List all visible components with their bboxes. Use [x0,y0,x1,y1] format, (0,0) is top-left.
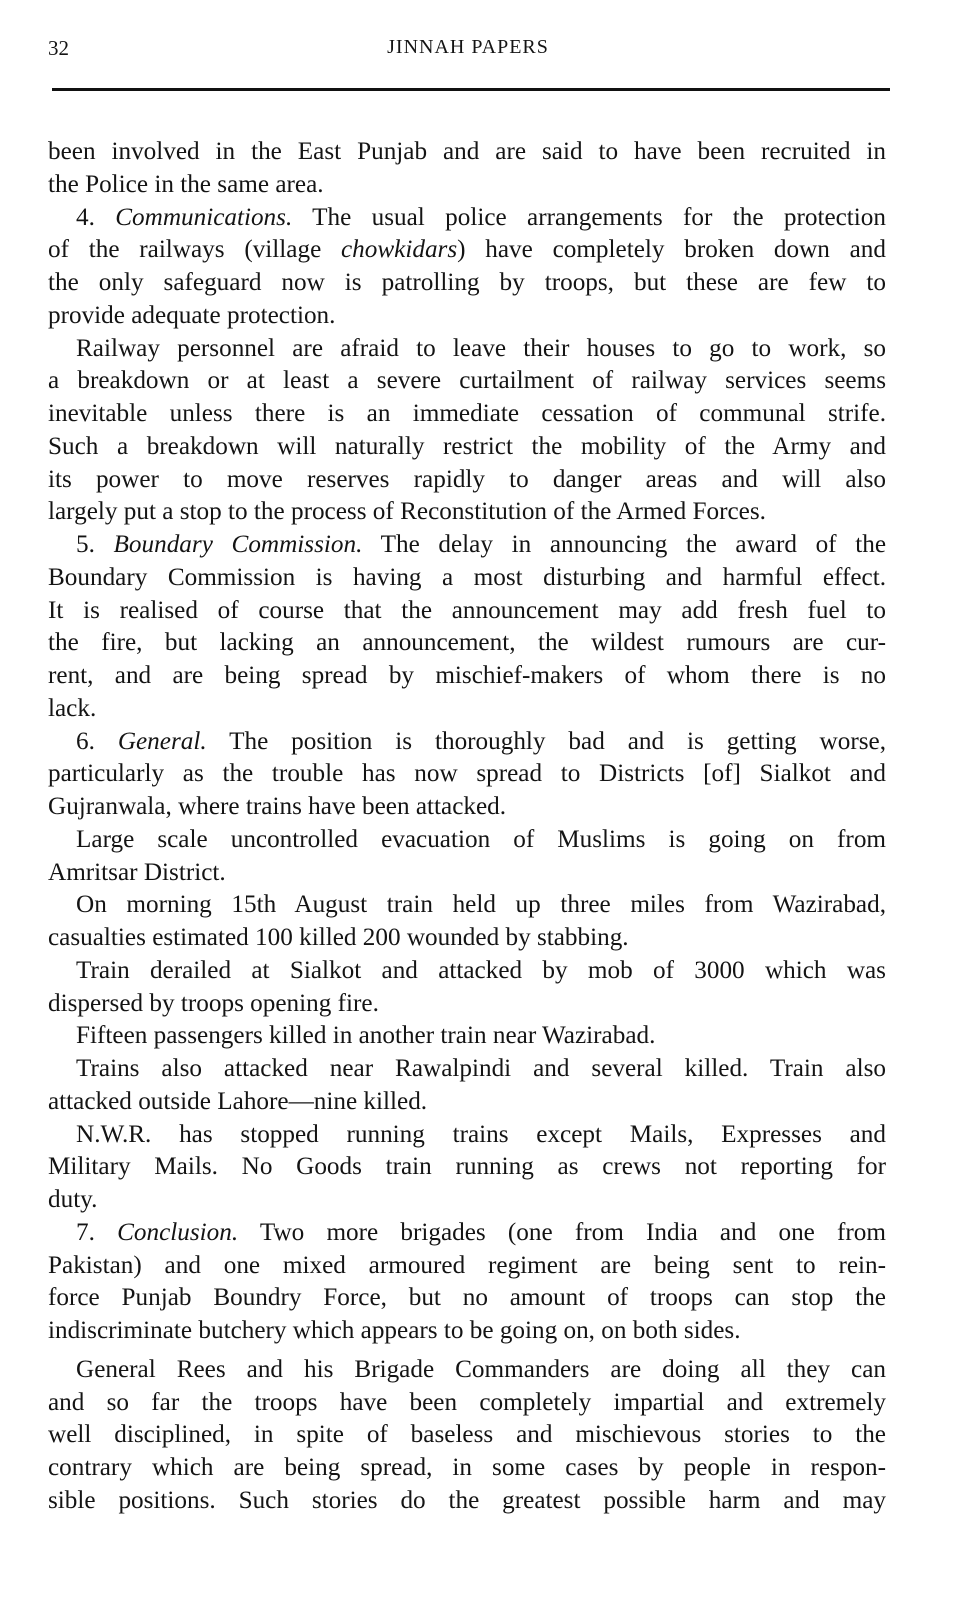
line-text: On morning 15th August train held up three miles from Wazirabad, [76,891,886,919]
line-text: duty. [48,1186,98,1213]
line-text: the only safeguard now is patrolling by troops, but these are few to [48,269,886,296]
line-text: Boundary Commission is having a most disturbing and harmful effect. [48,563,886,591]
line-text: N.W.R. has stopped running trains except Mails, Expresses and [76,1120,886,1148]
section-number: 5. [76,531,114,558]
line-text: Amritsar District. [48,858,226,886]
line-text: indiscriminate butchery which appears to be going on, on both sides. [48,1317,741,1344]
line-text: provide adequate protection. [48,301,336,329]
text-line [48,595,886,628]
text-line [48,1020,886,1053]
line-text: been involved in the East Punjab and are said to have been recruited in [48,138,886,165]
text-line [48,496,886,529]
text-line [48,988,886,1021]
section-heading: Boundary Commission. [113,531,363,558]
text-line [48,529,886,562]
line-text: Two more brigades (one from India and one from [238,1218,886,1246]
text-line [48,1053,886,1086]
line-text: largely put a stop to the process of Reconstitution of the Armed Forces. [48,498,766,526]
line-text: rent, and are being spread by mischief-makers of whom there is no [48,662,886,689]
text-line [48,889,886,922]
text-line [48,333,886,366]
line-text: the fire, but lacking an announcement, the wildest rumours are cur- [48,629,886,657]
text-line [48,1452,886,1485]
line-text: General Rees and his Brigade Commanders are doing all they can [76,1355,886,1383]
line-text: Such a breakdown will naturally restrict the mobility of the Army and [48,432,886,460]
line-text: force Punjab Boundry Force, but no amount of troops can stop the [48,1284,886,1312]
line-text: Fifteen passengers killed in another train near Wazirabad. [76,1022,656,1050]
text-line [48,627,886,660]
text-line [48,267,886,300]
text-line [48,1387,886,1420]
section-heading: Conclusion. [117,1218,239,1246]
line-text: The delay in announcing the award of the [362,531,886,558]
text-line [48,857,886,890]
text-line [48,1217,886,1250]
line-text: and so far the troops have been completely impartial and extremely [48,1388,886,1416]
text-line [48,464,886,497]
line-text: ) have completely broken down and [457,236,886,264]
line-text: of the railways (village [48,236,341,264]
text-line [48,1184,886,1217]
line-text: contrary which are being spread, in some cases by people in respon- [48,1454,886,1481]
running-title: JINNAH PAPERS [387,36,549,58]
section-number: 4. [76,203,116,231]
line-text: The position is thoroughly bad and is getting worse, [206,727,887,755]
text-line [48,169,886,202]
line-text: the Police in the same area. [48,170,324,198]
section-number: 7. [76,1218,118,1246]
italic-term: chowkidars [341,236,458,264]
text-line [48,234,886,267]
line-text: Trains also attacked near Rawalpindi and several killed. Train also [76,1055,886,1082]
line-text: a breakdown or at least a severe curtailment of railway services seems [48,367,886,395]
text-line [48,824,886,857]
line-text: sible positions. Such stories do the greatest possible harm and may [48,1486,886,1514]
text-line [48,431,886,464]
line-text: The usual police arrangements for the protection [292,203,886,231]
line-text: attacked outside Lahore—nine killed. [48,1087,428,1115]
text-line [48,1086,886,1119]
line-text: Large scale uncontrolled evacuation of Muslims is going on from [76,825,886,853]
line-text: dispersed by troops opening fire. [48,989,379,1017]
line-text: well disciplined, in spite of baseless and mischievous stories to the [48,1421,886,1449]
header-rule [52,88,890,91]
text-line [48,1354,886,1387]
line-text: Gujranwala, where trains have been attacked. [48,793,507,820]
text-line [48,1250,886,1283]
text-line [48,758,886,791]
text-line [48,1315,886,1348]
text-line [48,562,886,595]
text-line [48,955,886,988]
line-text: Military Mails. No Goods train running as crews not reporting for [48,1153,886,1181]
line-text: its power to move reserves rapidly to danger areas and will also [48,465,886,493]
text-line [48,1282,886,1315]
text-line [48,1151,886,1184]
line-text: particularly as the trouble has now spread to Districts [of] Sialkot and [48,760,886,788]
page-number: 32 [48,36,69,60]
text-line [48,398,886,431]
text-line [48,1485,886,1518]
text-line [48,922,886,955]
section-heading: General. [117,727,207,755]
text-line [48,726,886,759]
text-line [48,791,886,824]
text-line [48,1419,886,1452]
line-text: Train derailed at Sialkot and attacked by mob of 3000 which was [76,956,886,984]
body-text [48,136,886,1518]
text-line [48,136,886,169]
line-text: It is realised of course that the announcement may add fresh fuel to [48,596,886,624]
section-heading: Communications. [115,203,293,231]
line-text: inevitable unless there is an immediate cessation of communal strife. [48,400,886,427]
line-text: Pakistan) and one mixed armoured regiment are being sent to rein- [48,1251,886,1279]
section-number: 6. [76,727,118,755]
text-line [48,300,886,333]
line-text: casualties estimated 100 killed 200 wounded by stabbing. [48,924,629,951]
text-line [48,365,886,398]
line-text: Railway personnel are afraid to leave their houses to go to work, so [76,334,886,362]
line-text: lack. [48,694,97,722]
text-line [48,660,886,693]
text-line [48,693,886,726]
page-header [48,36,888,66]
text-line [48,202,886,235]
text-line [48,1119,886,1152]
